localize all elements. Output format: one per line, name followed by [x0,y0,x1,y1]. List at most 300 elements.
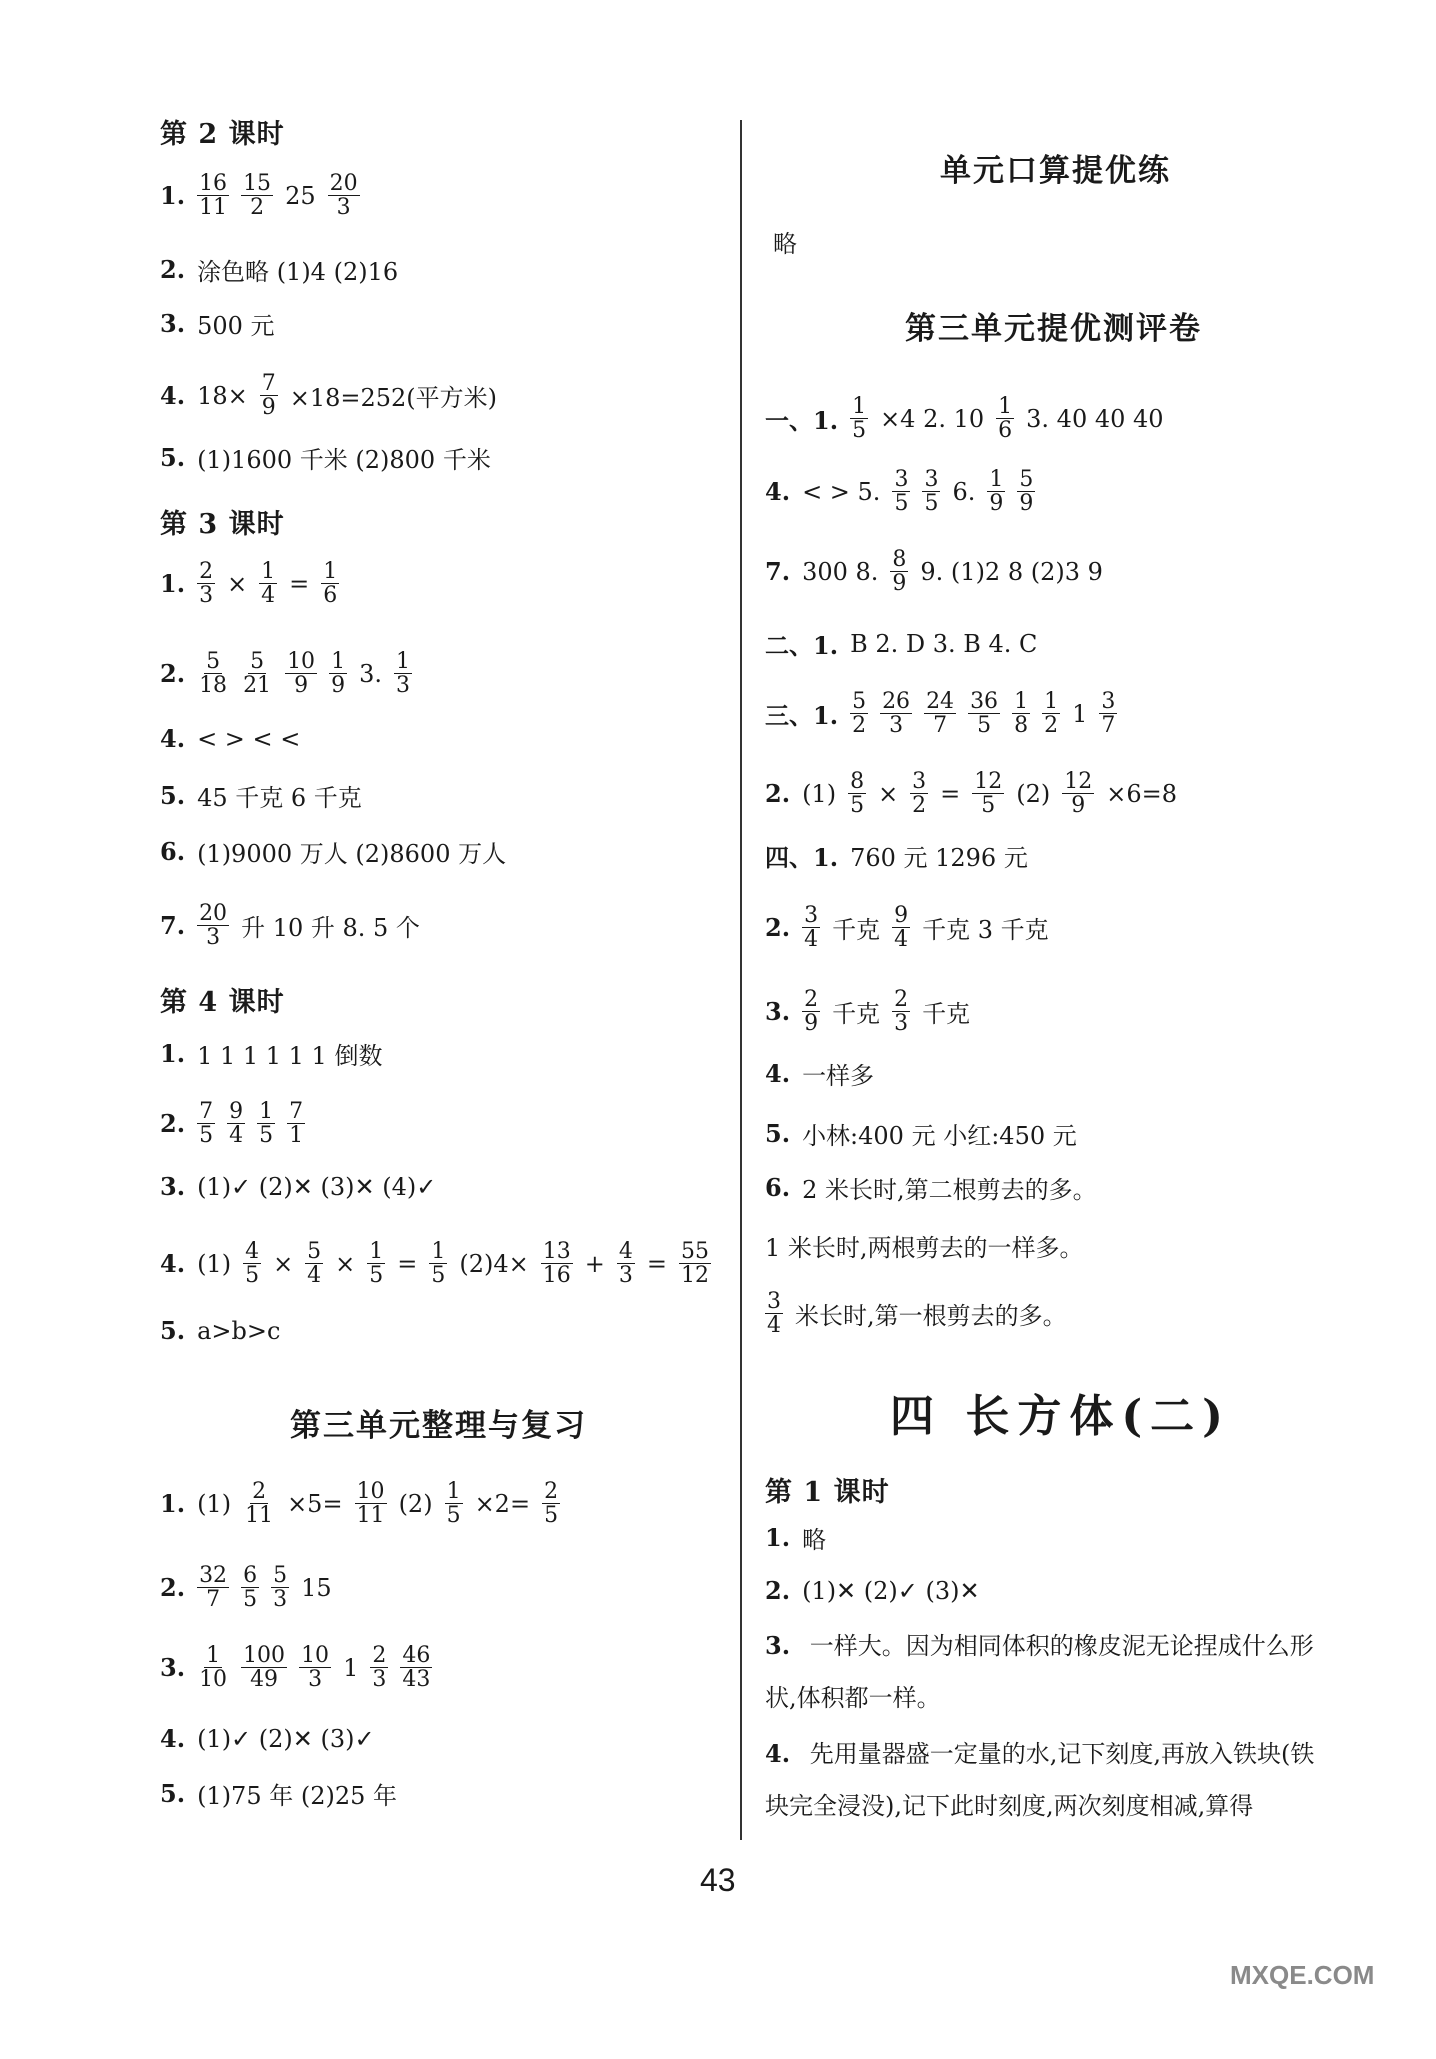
denominator: 7 [1101,713,1116,739]
question-number: 4. [160,381,186,411]
denominator: 11 [356,1503,385,1529]
answer-text: (2)4× [459,1249,529,1278]
answer-line [765,988,970,1035]
fraction [299,1644,331,1691]
question-number: 6. [765,1173,791,1202]
fraction [892,988,910,1035]
denominator: 5 [243,1587,258,1613]
denominator: 1 [289,1123,304,1149]
denominator: 5 [446,1503,461,1529]
answer-line [765,548,1103,595]
numerator: 2 [894,987,909,1012]
numerator: 2 [252,1479,267,1504]
answer-text: + [584,1249,605,1278]
denominator: 2 [912,793,927,819]
question-number: 4. [160,1249,186,1279]
numerator: 20 [329,171,358,196]
numerator: 5 [1019,467,1034,492]
numerator: 1 [1014,689,1029,714]
question-number: 2. [160,659,186,689]
answer-text: 千克 [832,916,881,945]
answer-text: 1 米长时,两根剪去的一样多。 [765,1234,1084,1262]
fraction [197,560,215,607]
fraction [892,468,910,515]
answer-line [160,372,497,419]
answer-line [765,1520,826,1555]
fraction [996,395,1014,442]
denominator: 12 [680,1263,709,1289]
denominator: 5 [199,1123,214,1149]
numerator: 4 [245,1239,260,1264]
fraction [1099,690,1117,737]
denominator: 5 [369,1263,384,1289]
numerator: 10 [301,1643,330,1668]
numerator: 2 [544,1479,559,1504]
answer-text: 9. (1)2 8 (2)3 9 [920,557,1103,586]
question-number: 二、1. [765,631,839,660]
answer-text: 45 千克 6 千克 [197,784,362,812]
denominator: 10 [199,1667,228,1693]
question-3-number: 3. [765,1631,791,1660]
denominator: 3 [336,195,351,221]
question-number: 5. [765,1119,791,1148]
numerator: 3 [1101,689,1116,714]
numerator: 4 [618,1239,633,1264]
review-title: 第三单元整理与复习 [290,1408,587,1444]
numerator: 12 [974,769,1003,794]
numerator: 5 [206,649,221,674]
numerator: 2 [372,1643,387,1668]
numerator: 1 [989,467,1004,492]
fraction [355,1480,387,1527]
answer-text: = [646,1249,667,1278]
page-number: 43 [700,1862,736,1898]
denominator: 5 [850,793,865,819]
chapter-lesson-1-heading: 第 1 课时 [765,1477,890,1508]
answer-text: (1)✕ (2)✓ (3)✕ [802,1576,980,1605]
question-number: 2. [160,1573,186,1603]
answer-text: 2 米长时,第二根剪去的多。 [802,1176,1097,1204]
numerator: 1 [395,649,410,674]
answer-text: = [940,779,961,808]
numerator: 7 [199,1099,214,1124]
fraction [241,172,273,219]
denominator: 5 [852,418,867,444]
question-3-text: 一样大。因为相同体积的橡皮泥无论捏成什么形状,体积都一样。 [765,1632,1314,1712]
denominator: 3 [372,1667,387,1693]
fraction [542,1480,560,1527]
answer-line [160,1172,436,1201]
answer-text: 涂色略 (1)4 (2)16 [197,258,399,286]
fraction [287,1100,305,1147]
denominator: 2 [250,195,265,221]
denominator: 6 [998,418,1013,444]
fraction [328,172,360,219]
denominator: 3 [206,925,221,951]
numerator: 32 [199,1563,228,1588]
fraction [285,650,317,697]
answer-text: 760 元 1296 元 [850,844,1028,872]
answer-text: 300 8. [802,557,879,586]
denominator: 4 [804,927,819,953]
numerator: 1 [331,649,346,674]
numerator: 5 [852,689,867,714]
answer-text: 15 [301,1573,332,1602]
denominator: 18 [199,673,228,699]
numerator: 16 [199,171,228,196]
answer-text: 升 10 升 8. 5 个 [241,914,420,943]
denominator: 9 [1019,491,1034,517]
numerator: 5 [250,649,265,674]
denominator: 3 [308,1667,323,1693]
answer-line [765,770,1177,817]
fraction [890,548,908,595]
question-number: 2. [765,779,791,809]
numerator: 3 [912,769,927,794]
answer-text: < > 5. [802,477,881,506]
fraction [972,770,1004,817]
answer-line [765,1056,874,1091]
fraction [1012,690,1030,737]
answer-line [160,1564,332,1611]
numerator: 26 [882,689,911,714]
question-number: 6. [160,837,186,866]
question-number: 5. [160,1316,186,1345]
denominator: 4 [894,927,909,953]
numerator: 1 [446,1479,461,1504]
answer-line [160,1100,305,1147]
answer-text: (2) [1016,779,1051,808]
chapter-title: 四 长方体(二) [890,1391,1231,1442]
numerator: 1 [1044,689,1059,714]
denominator: 43 [402,1667,431,1693]
denominator: 5 [544,1503,559,1529]
answer-text: ×6=8 [1106,779,1178,808]
answer-text: 500 元 [197,312,275,340]
numerator: 2 [804,987,819,1012]
question-number: 三、1. [765,701,839,731]
fraction [241,650,273,697]
numerator: 1 [323,559,338,584]
fraction [765,1290,783,1337]
numerator: 7 [261,371,276,396]
question-number: 3. [765,997,791,1027]
fraction [197,1644,229,1691]
answer-line [160,1776,397,1811]
fraction [679,1240,711,1287]
answer-text: ×2= [474,1489,531,1518]
denominator: 9 [989,491,1004,517]
denominator: 4 [307,1263,322,1289]
lesson-4-heading: 第 4 课时 [160,987,285,1018]
fraction [197,902,229,949]
oral-practice-text: 略 [773,230,797,258]
question-number: 1. [765,1523,791,1552]
question-number: 5. [160,443,186,472]
numerator: 100 [243,1643,286,1668]
question-number: 4. [160,1724,186,1753]
denominator: 9 [261,395,276,421]
fraction [445,1480,463,1527]
fraction [259,560,277,607]
fraction [241,1564,259,1611]
numerator: 8 [892,547,907,572]
answer-text: (1)1600 千米 (2)800 千米 [197,446,491,474]
answer-line [160,650,412,697]
answer-text: × [227,569,248,598]
denominator: 6 [323,583,338,609]
answer-text: 25 [285,181,316,210]
answer-text: 千克 [832,1000,881,1029]
unit-test-title: 第三单元提优测评卷 [905,311,1202,347]
question-number: 1. [160,1039,186,1068]
answer-text: (1) [802,779,837,808]
numerator: 7 [289,1099,304,1124]
denominator: 4 [261,583,276,609]
question-4-number: 4. [765,1739,791,1768]
denominator: 5 [259,1123,274,1149]
answer-text: 1 [1072,699,1088,728]
denominator: 49 [250,1667,279,1693]
denominator: 7 [206,1587,221,1613]
answer-line [160,1036,382,1071]
answer-line [160,778,362,813]
fraction [243,1480,275,1527]
denominator: 5 [894,491,909,517]
question-number: 一、1. [765,406,839,436]
denominator: 5 [245,1263,260,1289]
fraction [924,690,956,737]
answer-line [765,690,1117,737]
numerator: 13 [542,1239,571,1264]
answer-line [765,1228,1084,1263]
numerator: 55 [680,1239,709,1264]
answer-line [160,1724,375,1753]
fraction [197,1564,229,1611]
question-number: 7. [765,557,791,587]
answer-line [160,834,506,869]
denominator: 9 [1071,793,1086,819]
watermark: MXQE.COM [1230,1960,1375,1990]
numerator: 1 [998,394,1013,419]
numerator: 10 [287,649,316,674]
answer-text: 千克 3 千克 [922,916,1049,945]
answer-text: (1)✓ (2)✕ (3)✓ [197,1724,375,1753]
answer-text: 1 1 1 1 1 1 倒数 [197,1042,383,1070]
fraction [260,372,278,419]
answer-line [160,1316,280,1345]
question-number: 2. [160,1109,186,1139]
fraction [241,1644,287,1691]
denominator: 5 [431,1263,446,1289]
numerator: 1 [206,1643,221,1668]
question-number: 4. [765,1059,791,1088]
numerator: 3 [924,467,939,492]
fraction [802,988,820,1035]
answer-text: ×5= [287,1489,343,1518]
answer-text: 千克 [922,1000,971,1029]
lesson-3-heading: 第 3 课时 [160,509,285,540]
denominator: 11 [245,1503,274,1529]
answer-line [765,1170,1097,1205]
fraction [922,468,940,515]
fraction [197,172,229,219]
numerator: 36 [970,689,999,714]
numerator: 3 [894,467,909,492]
denominator: 11 [199,195,228,221]
answer-text: × [273,1249,294,1278]
question-number: 3. [160,1172,186,1201]
denominator: 3 [273,1587,288,1613]
numerator: 8 [850,769,865,794]
denominator: 9 [294,673,309,699]
answer-line [160,1644,432,1691]
denominator: 7 [933,713,948,739]
numerator: 2 [199,559,214,584]
answer-text: a>b>c [197,1316,281,1345]
fraction [305,1240,323,1287]
fraction [1062,770,1094,817]
answer-line [765,1576,980,1605]
answer-line [160,560,339,607]
question-number: 5. [160,1779,186,1808]
fraction [892,904,910,951]
answer-text: 18× [197,381,248,410]
answer-text: (1)75 年 (2)25 年 [197,1782,398,1810]
denominator: 5 [977,713,992,739]
fraction [367,1240,385,1287]
denominator: 2 [852,713,867,739]
question-3 [765,1620,1325,1724]
answer-line [765,838,1028,873]
denominator: 8 [1014,713,1029,739]
answer-text: ×4 2. 10 [880,404,985,433]
fraction [850,690,868,737]
fraction [850,395,868,442]
question-number: 1. [160,1489,186,1519]
answer-text: 1 [343,1653,359,1682]
fraction [987,468,1005,515]
answer-line [765,395,1164,442]
question-number: 5. [160,781,186,810]
numerator: 3 [767,1289,781,1314]
answer-line [765,626,1037,661]
oral-practice-title: 单元口算提优练 [940,153,1171,189]
answer-text: 一样多 [802,1062,875,1090]
lesson-2-heading: 第 2 课时 [160,119,285,150]
denominator: 5 [981,793,996,819]
question-number: 3. [160,1653,186,1683]
answer-text: 小林:400 元 小红:450 元 [802,1122,1077,1150]
numerator: 12 [1064,769,1093,794]
fraction [394,650,412,697]
numerator: 1 [261,559,276,584]
numerator: 24 [926,689,955,714]
fraction [541,1240,573,1287]
column-divider [740,120,742,1840]
fraction [271,1564,289,1611]
question-number: 2. [160,255,186,284]
denominator: 9 [331,673,346,699]
answer-line [160,1240,711,1287]
denominator: 9 [892,571,907,597]
answer-line [160,252,398,287]
denominator: 3 [889,713,904,739]
fraction [1017,468,1035,515]
denominator: 3 [894,1011,909,1037]
answer-text: (2) [398,1489,433,1518]
answer-text: 6. [952,477,976,506]
fraction [329,650,347,697]
answer-text: (1) [197,1249,232,1278]
fraction [802,904,820,951]
denominator: 3 [618,1263,633,1289]
fraction [1042,690,1060,737]
fraction [370,1644,388,1691]
question-4 [765,1728,1325,1832]
fraction [321,560,339,607]
answer-text: 3. [359,659,382,688]
numerator: 1 [852,394,867,419]
denominator: 9 [804,1011,819,1037]
numerator: 1 [259,1099,274,1124]
fraction [848,770,866,817]
fraction [617,1240,635,1287]
answer-text: 3. 40 40 40 [1026,404,1164,433]
question-number: 4. [765,477,791,507]
answer-text: 略 [802,1526,827,1554]
answer-text: ×18=252(平方米) [289,384,498,413]
numerator: 6 [243,1563,258,1588]
numerator: 1 [431,1239,446,1264]
fraction [227,1100,245,1147]
denominator: 21 [243,673,272,699]
question-number: 7. [160,911,186,941]
answer-line [765,468,1035,515]
fraction [910,770,928,817]
numerator: 10 [356,1479,385,1504]
fraction [197,650,229,697]
fraction [197,1100,215,1147]
answer-text: = [397,1249,418,1278]
question-number: 2. [765,1576,791,1605]
numerator: 5 [273,1563,288,1588]
answer-text: × [335,1249,356,1278]
denominator: 16 [542,1263,571,1289]
question-number: 1. [160,181,186,211]
numerator: 9 [894,903,909,928]
answer-text: = [289,569,310,598]
question-number: 2. [765,913,791,943]
answer-line [160,306,275,341]
question-number: 3. [160,309,186,338]
numerator: 15 [243,171,272,196]
denominator: 4 [767,1313,781,1339]
numerator: 46 [402,1643,431,1668]
answer-text: × [878,779,899,808]
numerator: 20 [199,901,228,926]
fraction [243,1240,261,1287]
question-number: 1. [160,569,186,599]
answer-text: (1)9000 万人 (2)8600 万人 [197,840,507,868]
answer-line [765,1116,1077,1151]
answer-line [160,902,420,949]
answer-line [765,1290,1067,1337]
answer-text: (1) [197,1489,232,1518]
answer-line [160,440,491,475]
answer-text: B 2. D 3. B 4. C [850,629,1038,658]
answer-text: < > < < [197,724,301,753]
